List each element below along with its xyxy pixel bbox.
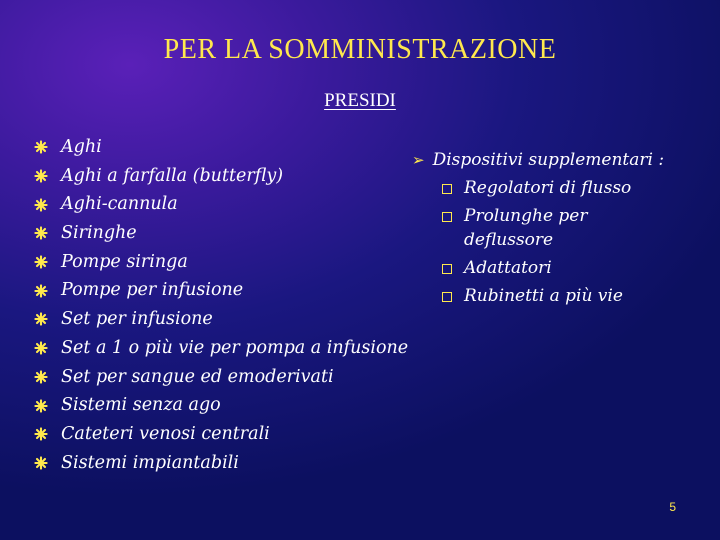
supplementary-list <box>442 176 664 308</box>
slide-title: PER LA SOMMINISTRAZIONE <box>163 34 557 65</box>
list-item-text: Set per sangue ed emoderivati <box>61 366 334 387</box>
asterisk-bullet-icon <box>34 226 48 240</box>
supplementary-devices <box>412 150 664 312</box>
square-bullet-icon <box>442 264 452 274</box>
asterisk-bullet-icon <box>34 399 48 413</box>
list-item <box>442 176 664 200</box>
list-item-text: Siringhe <box>61 223 137 244</box>
square-bullet-icon <box>442 212 452 222</box>
list-item-text: Pompe siringa <box>61 251 188 272</box>
list-item <box>34 305 408 334</box>
asterisk-bullet-icon <box>34 341 48 355</box>
list-item-text: Pompe per infusione <box>61 280 244 301</box>
asterisk-bullet-icon <box>34 198 48 212</box>
asterisk-bullet-icon <box>34 255 48 269</box>
list-item <box>34 276 408 305</box>
presidi-list <box>34 133 408 477</box>
list-item <box>34 219 408 248</box>
list-item <box>34 248 408 277</box>
square-bullet-icon <box>442 292 452 302</box>
list-item-text: Cateteri venosi centrali <box>61 423 270 444</box>
list-item <box>34 420 408 449</box>
list-item-text: Sistemi senza ago <box>61 395 221 416</box>
list-item-text: Sistemi impiantabili <box>61 452 239 473</box>
list-item-text: Aghi a farfalla (butterfly) <box>61 165 284 186</box>
list-item <box>34 334 408 363</box>
subtitle-text: PRESIDI <box>324 90 396 111</box>
list-item-text: Aghi <box>61 137 102 157</box>
list-item-text: Rubinetti a più vie <box>464 286 623 306</box>
asterisk-bullet-icon <box>34 140 48 154</box>
list-item-text: Aghi-cannula <box>61 194 178 215</box>
list-item <box>442 284 664 308</box>
list-item-text: Set a 1 o più vie per pompa a infusione <box>61 337 409 358</box>
slide-subtitle <box>0 90 720 112</box>
page-number: 5 <box>669 500 676 514</box>
list-item <box>34 133 408 162</box>
asterisk-bullet-icon <box>34 284 48 298</box>
list-item-text: Prolunghe per deflussore <box>464 206 588 250</box>
supplementary-heading <box>412 150 664 170</box>
list-item <box>34 162 408 191</box>
arrow-bullet-icon: ➢ <box>412 151 425 169</box>
asterisk-bullet-icon <box>34 169 48 183</box>
list-item <box>34 190 408 219</box>
list-item-text: Set per infusione <box>61 309 213 330</box>
asterisk-bullet-icon <box>34 312 48 326</box>
list-item-text: Adattatori <box>464 258 552 278</box>
list-item <box>442 256 664 280</box>
list-item-text: Regolatori di flusso <box>464 178 632 198</box>
list-item <box>34 449 408 478</box>
list-item <box>34 363 408 392</box>
square-bullet-icon <box>442 184 452 194</box>
asterisk-bullet-icon <box>34 370 48 384</box>
asterisk-bullet-icon <box>34 456 48 470</box>
supplementary-heading-text: Dispositivi supplementari : <box>432 150 665 170</box>
list-item <box>34 391 408 420</box>
asterisk-bullet-icon <box>34 427 48 441</box>
list-item <box>442 204 664 252</box>
